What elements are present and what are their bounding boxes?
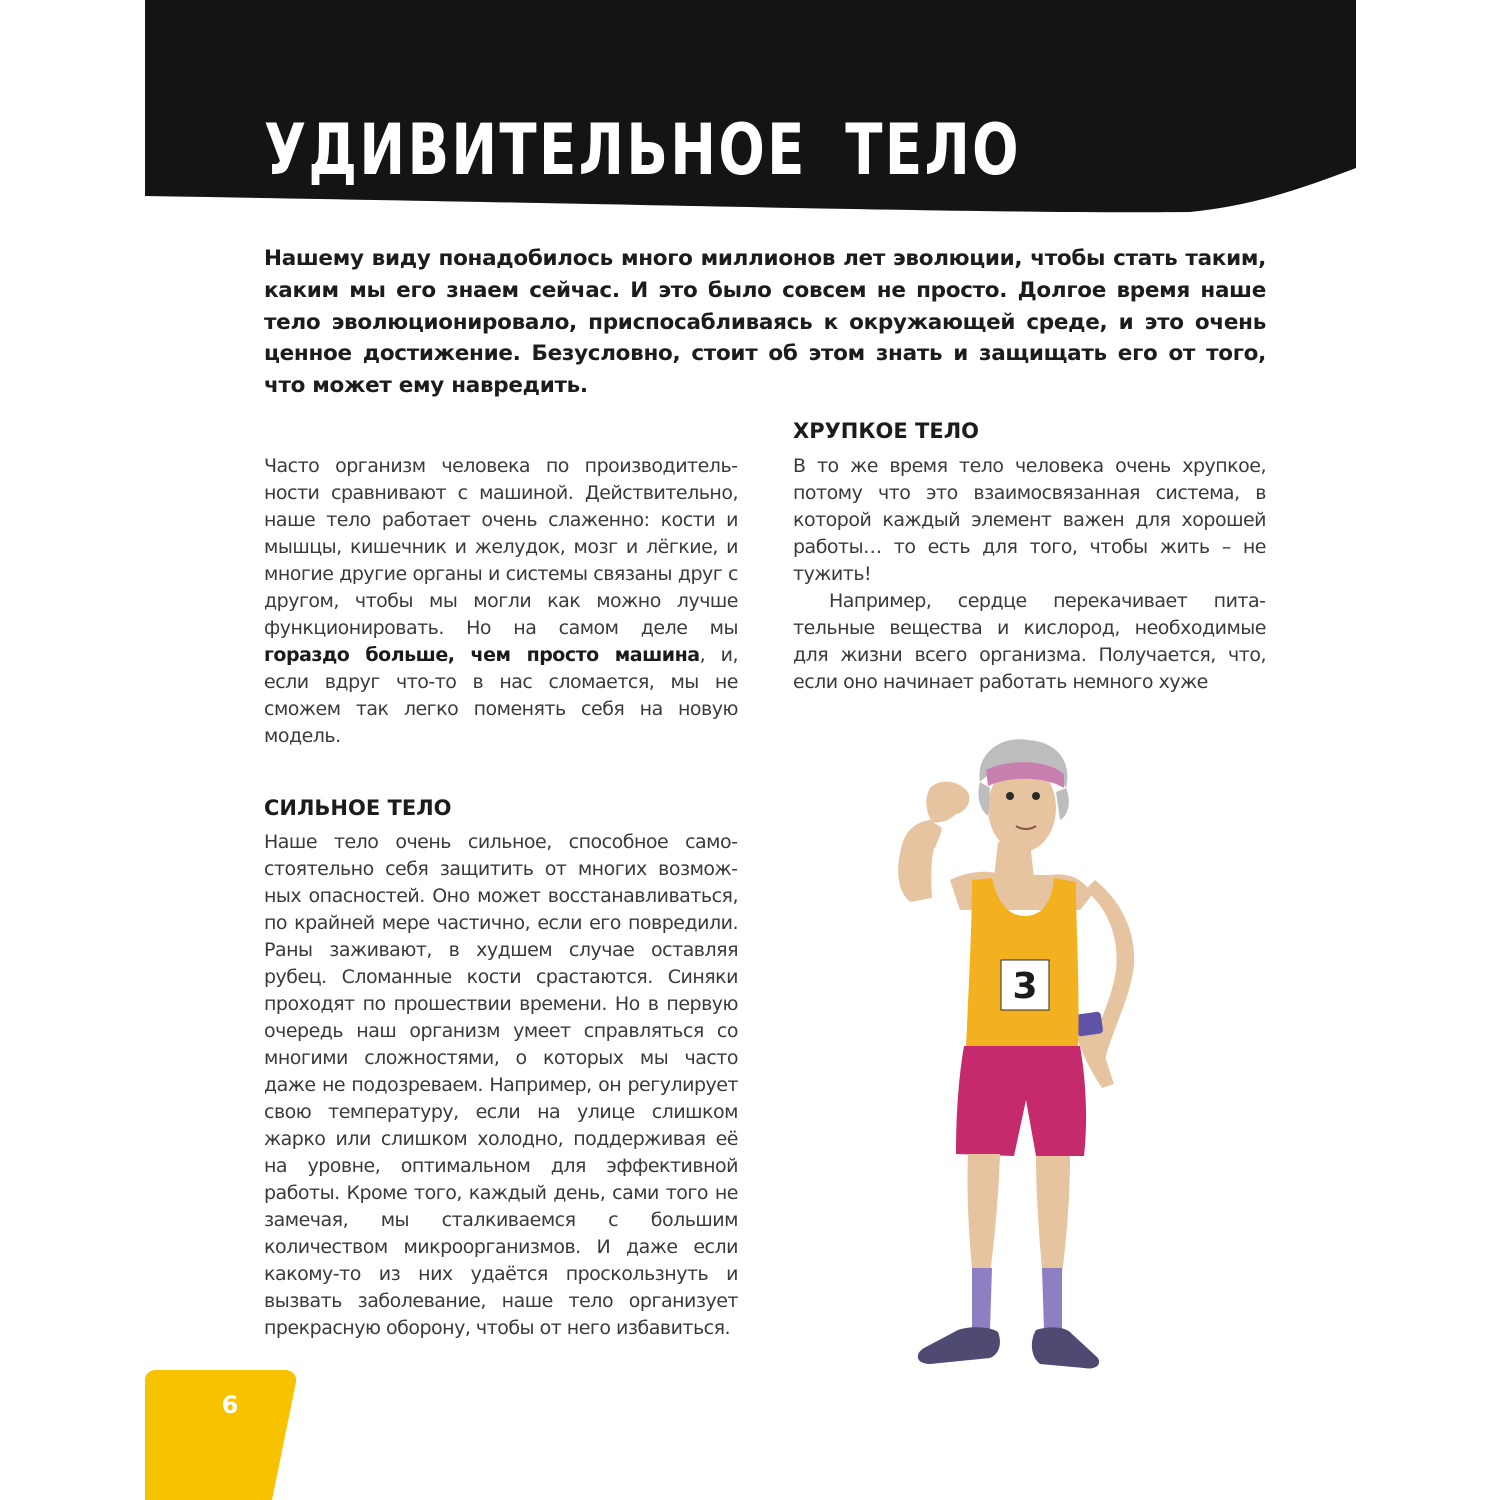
- strong-body-text: [264, 829, 738, 1342]
- page-number: 6: [221, 1391, 239, 1419]
- left-column-paragraph: [264, 453, 738, 750]
- runner-illustration: [880, 730, 1160, 1390]
- intro-paragraph: Нашему виду понадобилось много миллионов лет эволюции, чтобы стать таким, каким мы его знаем сейчас. И это было совсем не просто. Долгое время наше тело эволюционировало, приспосабливаясь к окружающей среде, и это очень ценное достижение. Безусловно, стоит об этом знать и защищать его от того, что может ему навредить.: [264, 246, 1266, 399]
- page-tab: [0, 1370, 300, 1500]
- section-heading-fragile: ХРУПКОЕ ТЕЛО: [793, 419, 979, 443]
- paragraph-text: Часто организм человека по производительности сравнивают с машиной. Действительно, наше тело работает очень слаженно: кости и мышцы, кишечник и желудок, мозг и лёгкие, и многие другие органы и системы связаны друг с другом, чтобы мы могли как можно лучше функционировать. Но на самом деле мы: [264, 455, 738, 639]
- bib-number: 3: [1012, 966, 1038, 1007]
- section-heading-strong: СИЛЬНОЕ ТЕЛО: [264, 796, 452, 820]
- fragile-body-text: [793, 453, 1266, 696]
- fragile-paragraph-1: В то же время тело человека очень хрупкое, потому что это взаимосвязанная система, в которой каждый элемент важен для хорошей работы… то есть для того, чтобы жить – не тужить!: [793, 455, 1266, 585]
- page-title: УДИВИТЕЛЬНОЕ ТЕЛО: [264, 109, 1021, 191]
- strong-body-paragraph: Наше тело очень сильное, способное самостоятельно себя защитить от многих возможных опасностей. Оно может восстанавливаться, по крайней мере частично, если его повредили. Раны заживают, в худшем случае оставляя рубец. Сломанные кости срастаются. Синяки проходят по прошествии времени. Но в первую очередь наш организм умеет справляться со многими сложностями, о которых мы часто даже не подозреваем. Например, он регулирует свою температуру, если на улице слишком жарко или слишком холодно, поддерживая её на уровне, оптимальном для эффективной работы. Кроме того, каждый день, сами того не замечая, мы сталкиваемся с большим количеством микроорганизмов. И даже если какому-то из них удаётся проскользнуть и вызвать заболевание, наше тело организует прекрасную оборону, чтобы от него избавиться.: [264, 831, 738, 1339]
- paragraph-text-end: , и, если вдруг что-то в нас сломается, мы не сможем так легко поменять себя на новую модель.: [264, 644, 738, 747]
- fragile-paragraph-2: Например, сердце перекачивает питательные вещества и кислород, необходимые для жизни всего организма. Получается, что, если оно начинает работать немного хуже: [793, 590, 1266, 693]
- emphasis-text: гораздо больше, чем просто машина: [264, 644, 700, 666]
